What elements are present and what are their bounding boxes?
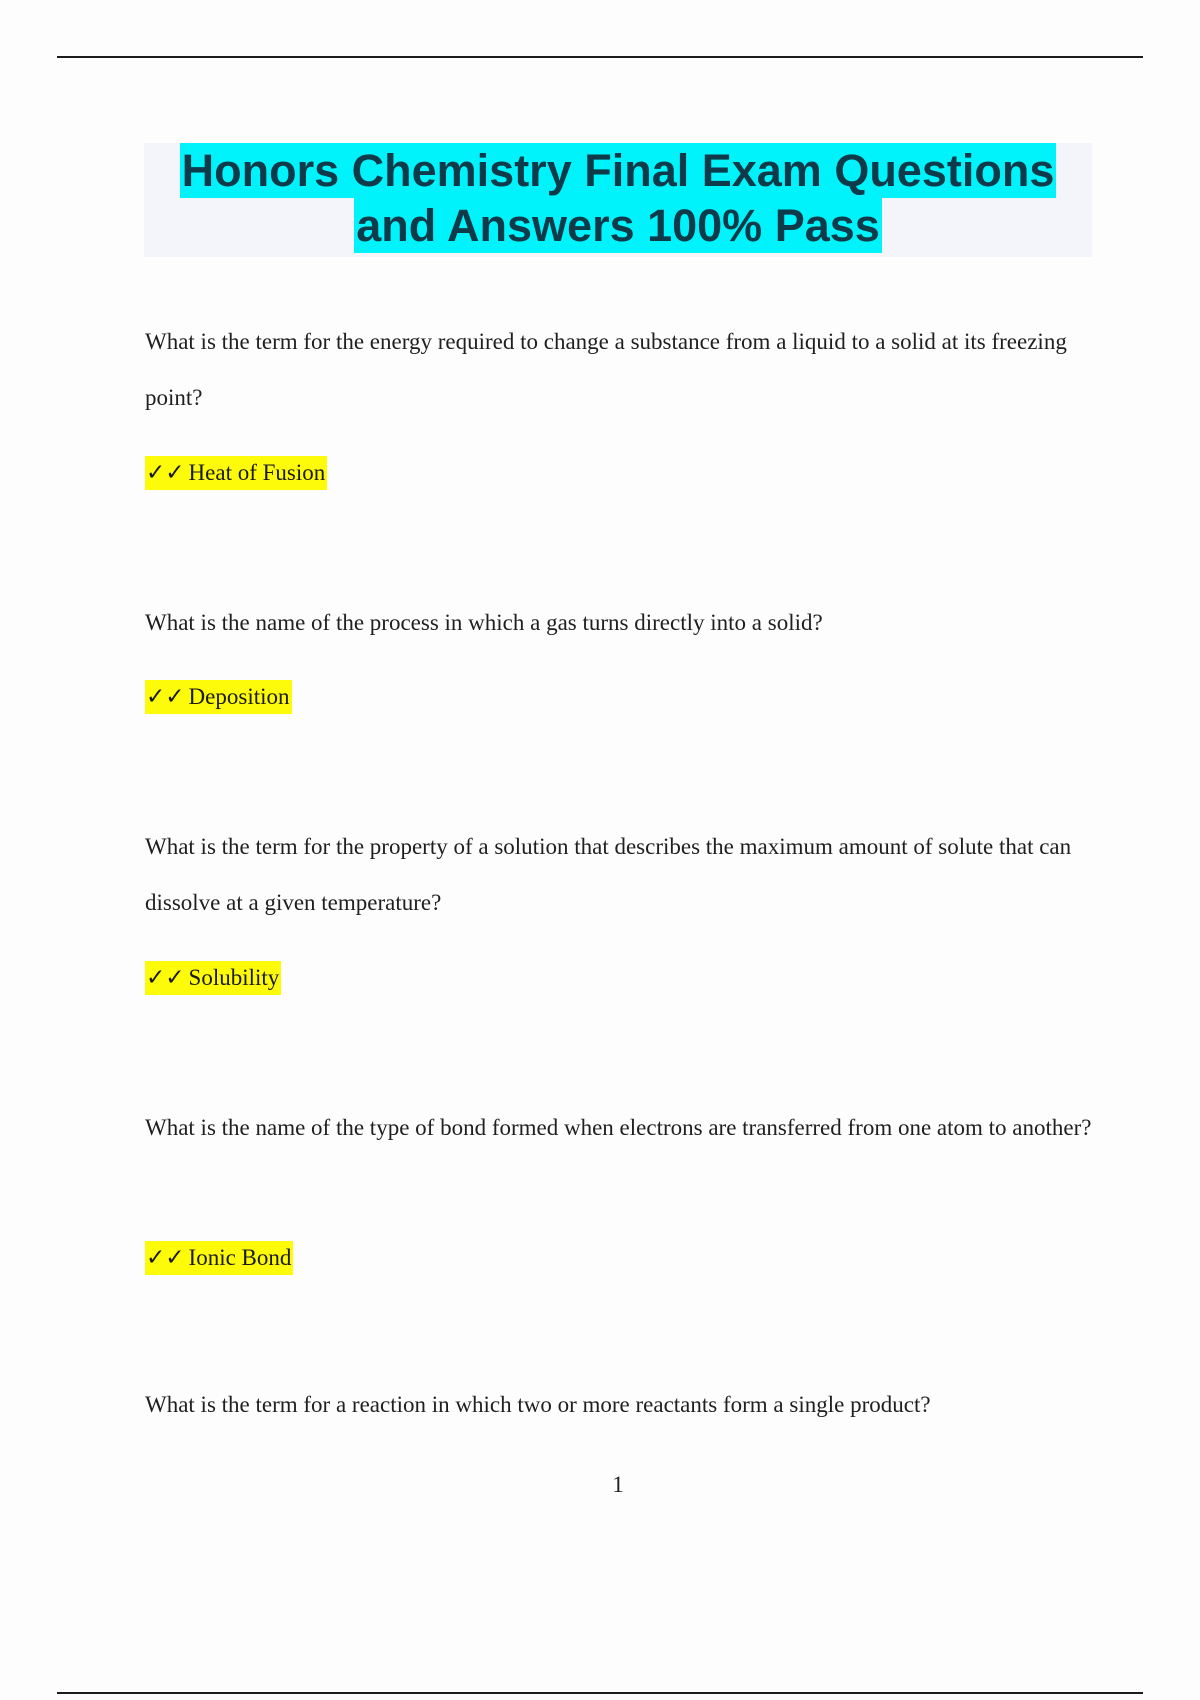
answer-4-text: Ionic Bond [188, 1245, 292, 1270]
title-line-1: Honors Chemistry Final Exam Questions [181, 145, 1055, 196]
question-3: What is the term for the property of a solution that describes the maximum amount of solute that can dissolve at a given temperature? [145, 834, 1072, 915]
answer-3-text: Solubility [188, 965, 280, 990]
answer-3 [145, 961, 281, 995]
double-check-icon: ✓✓ [146, 965, 185, 991]
answer-1-text: Heat of Fusion [188, 460, 326, 485]
document-title [144, 143, 1092, 257]
question-2: What is the name of the process in which a gas turns directly into a solid? [145, 610, 823, 635]
header-rule [57, 56, 1143, 58]
answer-2-text: Deposition [188, 684, 290, 709]
answer-4 [145, 1241, 293, 1275]
double-check-icon: ✓✓ [146, 460, 185, 486]
double-check-icon: ✓✓ [146, 684, 185, 710]
title-line-2: and Answers 100% Pass [356, 200, 880, 251]
page-number: 1 [612, 1472, 624, 1497]
double-check-icon: ✓✓ [146, 1245, 185, 1271]
footer-rule [57, 1692, 1143, 1694]
answer-2 [145, 680, 292, 714]
question-5: What is the term for a reaction in which two or more reactants form a single product? [145, 1392, 931, 1417]
answer-1 [145, 456, 327, 490]
question-1: What is the term for the energy required to change a substance from a liquid to a solid at its freezing point? [145, 329, 1067, 410]
question-4: What is the name of the type of bond formed when electrons are transferred from one atom to another? [145, 1115, 1092, 1140]
